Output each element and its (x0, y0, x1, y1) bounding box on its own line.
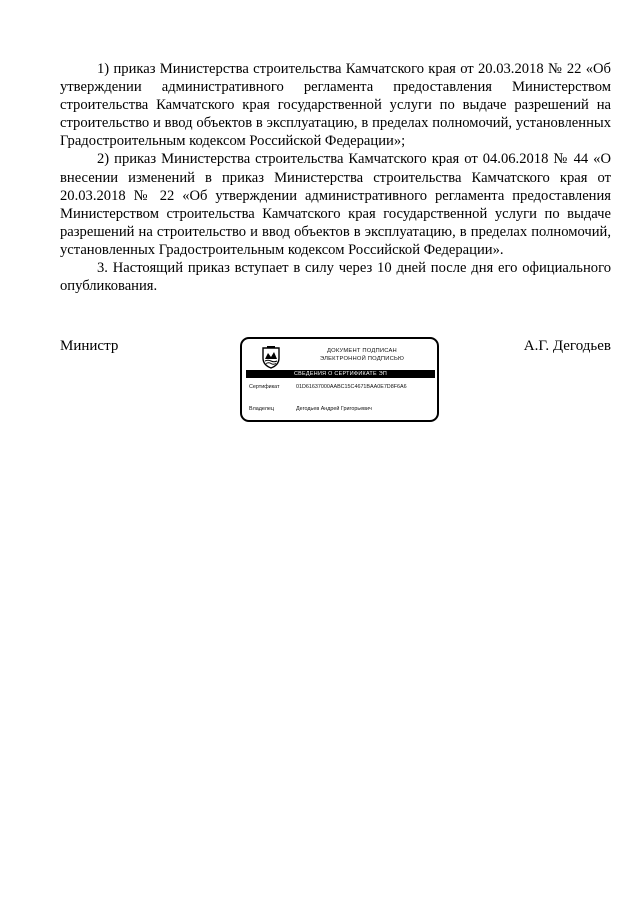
stamp-owner-row (249, 405, 372, 413)
paragraph-1: 1) приказ Министерства строительства Камчатского края от 20.03.2018 № 22 «Об утверждении административного регламента предоставления Министерством строительства Камчатского края государственной услуги по выдаче разрешений на строительство и ввод объектов в эксплуатацию, в пределах полномочий, установленных Градостроительным кодексом Российской Федерации»; (60, 61, 611, 150)
coat-of-arms-icon (260, 345, 282, 369)
paragraph-2: 2) приказ Министерства строительства Камчатского края от 04.06.2018 № 44 «О внесении изменений в приказ Министерства строительства Камчатского края от 20.03.2018 № 22 «Об утверждении административного регламента предоставления Министерством строительства Камчатского края государственной услуги по выдаче разрешений на строительство и ввод объектов в эксплуатацию, в пределах полномочий, установленных Градостроительным кодексом Российской Федерации». (60, 151, 611, 258)
document-body (60, 60, 611, 295)
owner-label: Владелец (249, 406, 274, 412)
paragraph-3: 3. Настоящий приказ вступает в силу через 10 дней после дня его официального опубликования. (60, 260, 611, 295)
signatory-position: Министр (60, 338, 119, 354)
stamp-title-line-1: ДОКУМЕНТ ПОДПИСАН (327, 348, 397, 354)
stamp-title (288, 347, 436, 363)
certificate-label: Сертификат (249, 384, 280, 390)
certificate-value: 01D61637000AABC15C4671BAA0E7D8F6A6 (296, 384, 407, 390)
stamp-certificate-row (249, 383, 407, 391)
owner-value: Дегодьев Андрей Григорьевич (296, 406, 372, 412)
electronic-signature-stamp (240, 337, 439, 422)
stamp-certificate-header: СВЕДЕНИЯ О СЕРТИФИКАТЕ ЭП (246, 370, 435, 378)
signatory-name: А.Г. Дегодьев (523, 338, 611, 354)
stamp-title-line-2: ЭЛЕКТРОННОЙ ПОДПИСЬЮ (319, 356, 405, 362)
